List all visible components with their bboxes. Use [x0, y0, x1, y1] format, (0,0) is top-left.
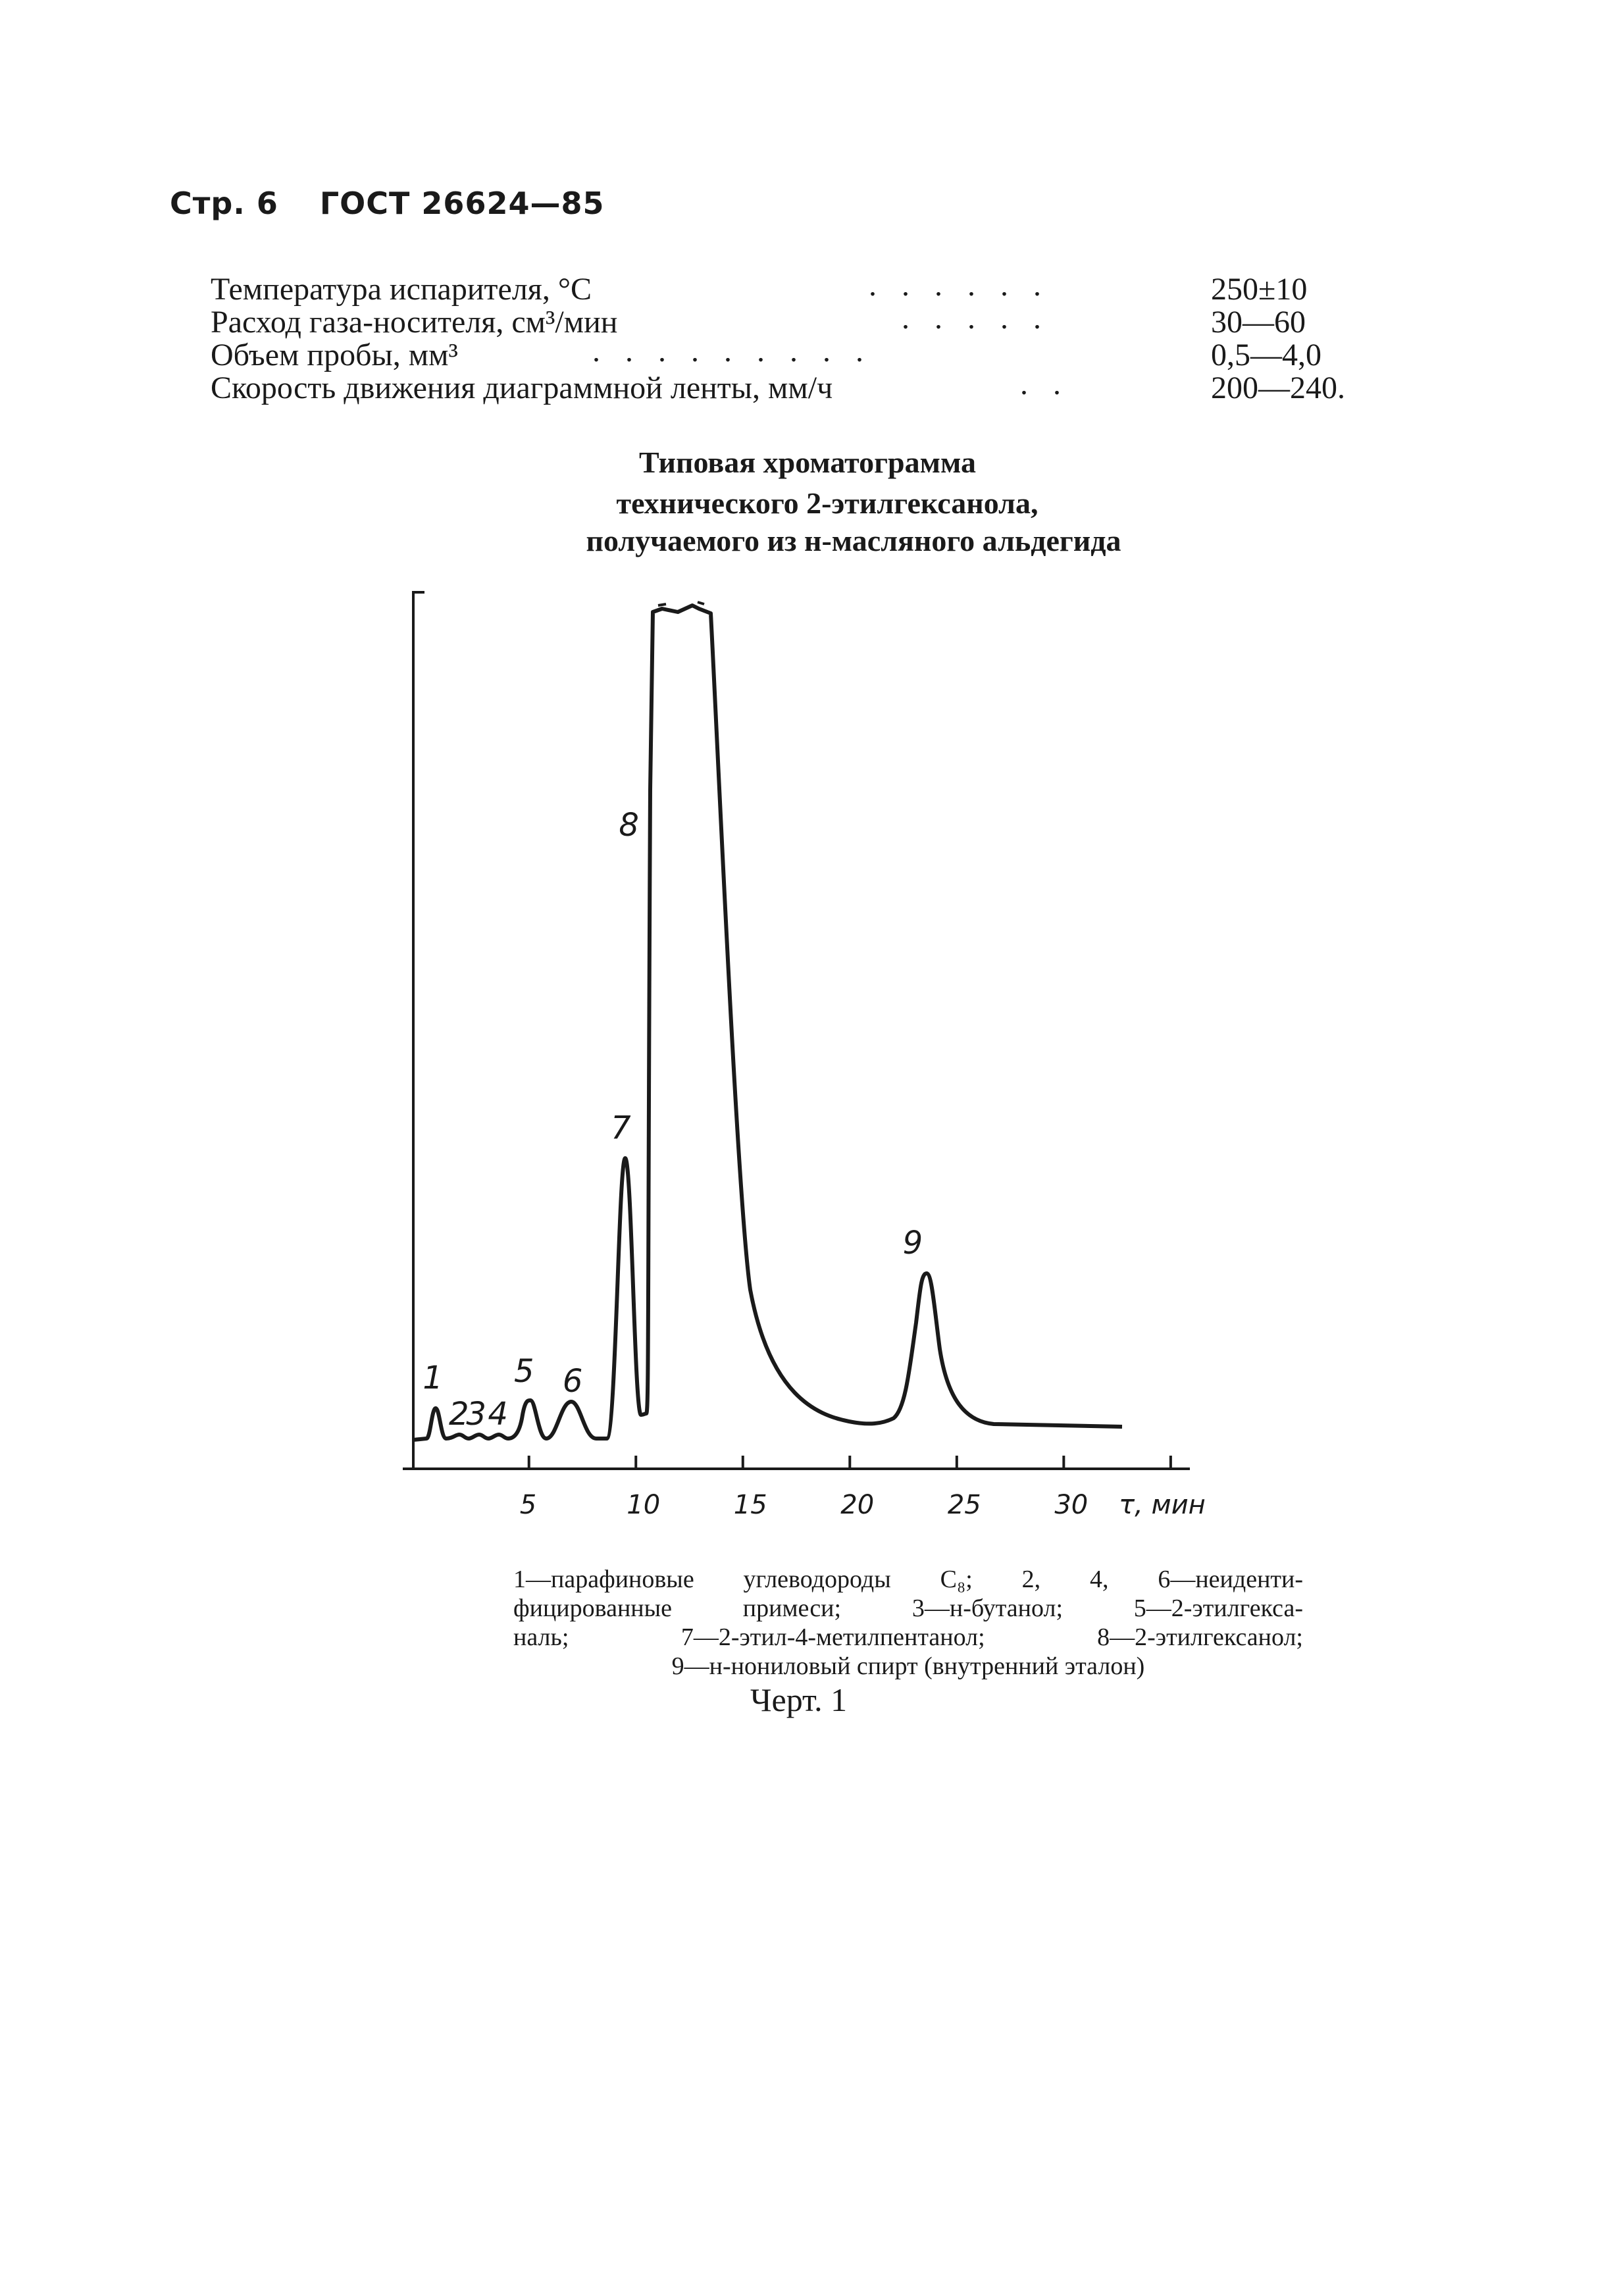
figure-label: Черт. 1	[750, 1681, 848, 1718]
peak-label: 4	[488, 1396, 508, 1433]
param-value: 30—60	[1211, 305, 1306, 340]
leader-dots: ..	[1020, 367, 1086, 401]
peak-label: 1	[423, 1360, 443, 1396]
x-tick-label: 20	[840, 1490, 875, 1520]
peak-label: 8	[619, 807, 639, 844]
x-tick-label: 5	[519, 1490, 537, 1520]
leader-dots: .​.​.​.​.​.	[869, 268, 1066, 303]
x-tick-label: 15	[733, 1490, 767, 1520]
chromatogram-trace	[413, 605, 1122, 1440]
peak-label: 3	[466, 1396, 486, 1433]
x-tick-label: 25	[947, 1490, 981, 1520]
x-tick-label: 30	[1054, 1490, 1089, 1520]
peak-labels	[423, 807, 923, 1433]
chart-title-line: получаемого из н-масляного альдегида	[586, 524, 1121, 557]
peak-label: 7	[611, 1110, 631, 1146]
peak-8-top-break	[658, 602, 704, 605]
param-value: 0,5—4,0	[1211, 338, 1321, 372]
peak-label: 2	[449, 1396, 469, 1433]
x-axis-label: τ, мин	[1119, 1490, 1206, 1520]
peak-label: 5	[514, 1353, 534, 1390]
peak-label: 9	[902, 1225, 923, 1262]
param-label: Расход газа-носителя, см³/мин	[211, 305, 618, 340]
y-axis	[413, 592, 424, 1469]
legend-caption	[513, 1565, 1303, 1681]
standard-number: ГОСТ 26624—85	[319, 186, 605, 221]
chart-title-line: Типовая хроматограмма	[639, 446, 976, 479]
param-value: 250±10	[1211, 272, 1308, 307]
x-ticks	[529, 1456, 1171, 1469]
chart-title-line: технического 2-этилгексанола,	[616, 486, 1038, 520]
x-tick-labels	[520, 1490, 1089, 1520]
param-label: Температура испарителя, °С	[211, 272, 592, 307]
page-number: Стр. 6	[170, 186, 278, 221]
param-value: 200—240.	[1211, 370, 1345, 405]
leader-dots: .........	[592, 334, 888, 369]
caption-line: 9—н-нониловый спирт (внутренний эталон)	[671, 1652, 1145, 1680]
caption-line: 1—парафиновые углеводороды С₈; 2, 4, 6—неиденти-	[513, 1566, 1303, 1593]
peak-label: 6	[562, 1363, 583, 1400]
caption-line: наль; 7—2-этил-4-метилпентанол; 8—2-этилгексанол;	[513, 1623, 1303, 1651]
caption-line: фицированные примеси; 3—н-бутанол; 5—2-этилгекса-	[513, 1594, 1303, 1622]
param-label: Объем пробы, мм³	[211, 338, 458, 372]
leader-dots: .....	[902, 301, 1066, 336]
param-label: Скорость движения диаграммной ленты, мм/ч	[211, 370, 833, 405]
x-tick-label: 10	[627, 1490, 661, 1520]
